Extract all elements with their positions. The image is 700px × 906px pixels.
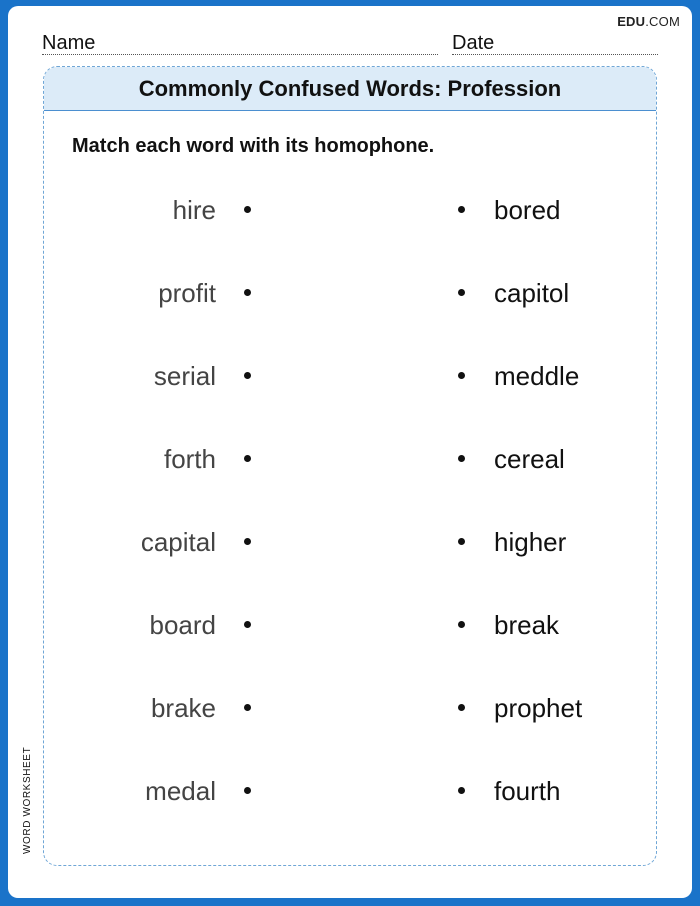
title-bar xyxy=(44,67,656,111)
right-dot[interactable] xyxy=(458,621,465,628)
match-row xyxy=(44,440,658,480)
instructions: Match each word with its homophone. xyxy=(72,135,435,157)
right-dot[interactable] xyxy=(458,206,465,213)
right-word: bored xyxy=(494,195,561,225)
date-label: Date xyxy=(452,32,495,54)
date-line[interactable] xyxy=(452,54,658,55)
right-word: fourth xyxy=(494,776,561,806)
match-row xyxy=(44,523,658,563)
match-row xyxy=(44,274,658,314)
left-word: medal xyxy=(145,776,216,806)
left-word: hire xyxy=(172,195,216,225)
left-dot[interactable] xyxy=(244,289,251,296)
right-word: capitol xyxy=(494,278,570,308)
left-dot[interactable] xyxy=(244,621,251,628)
match-row xyxy=(44,191,658,231)
left-dot[interactable] xyxy=(244,538,251,545)
brand-logo: EDU.COM xyxy=(617,14,680,29)
match-row xyxy=(44,772,658,812)
right-word: break xyxy=(494,610,560,640)
right-dot[interactable] xyxy=(458,455,465,462)
left-word: brake xyxy=(150,693,216,723)
left-dot[interactable] xyxy=(244,455,251,462)
right-dot[interactable] xyxy=(458,289,465,296)
right-word: meddle xyxy=(494,361,580,391)
left-dot[interactable] xyxy=(244,206,251,213)
right-dot[interactable] xyxy=(458,538,465,545)
match-row xyxy=(44,357,658,397)
left-word: profit xyxy=(158,278,216,308)
side-label: WORD WORKSHEET xyxy=(22,746,33,854)
match-row xyxy=(44,689,658,729)
left-word: board xyxy=(149,610,216,640)
match-row xyxy=(44,606,658,646)
left-dot[interactable] xyxy=(244,787,251,794)
name-line[interactable] xyxy=(42,54,438,55)
right-dot[interactable] xyxy=(458,787,465,794)
right-word: cereal xyxy=(494,444,565,474)
right-dot[interactable] xyxy=(458,372,465,379)
left-dot[interactable] xyxy=(244,704,251,711)
left-word: forth xyxy=(163,444,216,474)
worksheet-page xyxy=(8,6,692,898)
left-dot[interactable] xyxy=(244,372,251,379)
right-dot[interactable] xyxy=(458,704,465,711)
left-word: serial xyxy=(153,361,216,391)
left-word: capital xyxy=(140,527,216,557)
right-word: higher xyxy=(494,527,567,557)
worksheet-title: Commonly Confused Words: Profession xyxy=(138,75,562,101)
worksheet-box xyxy=(43,66,657,866)
right-word: prophet xyxy=(494,693,583,723)
name-label: Name xyxy=(42,32,96,54)
